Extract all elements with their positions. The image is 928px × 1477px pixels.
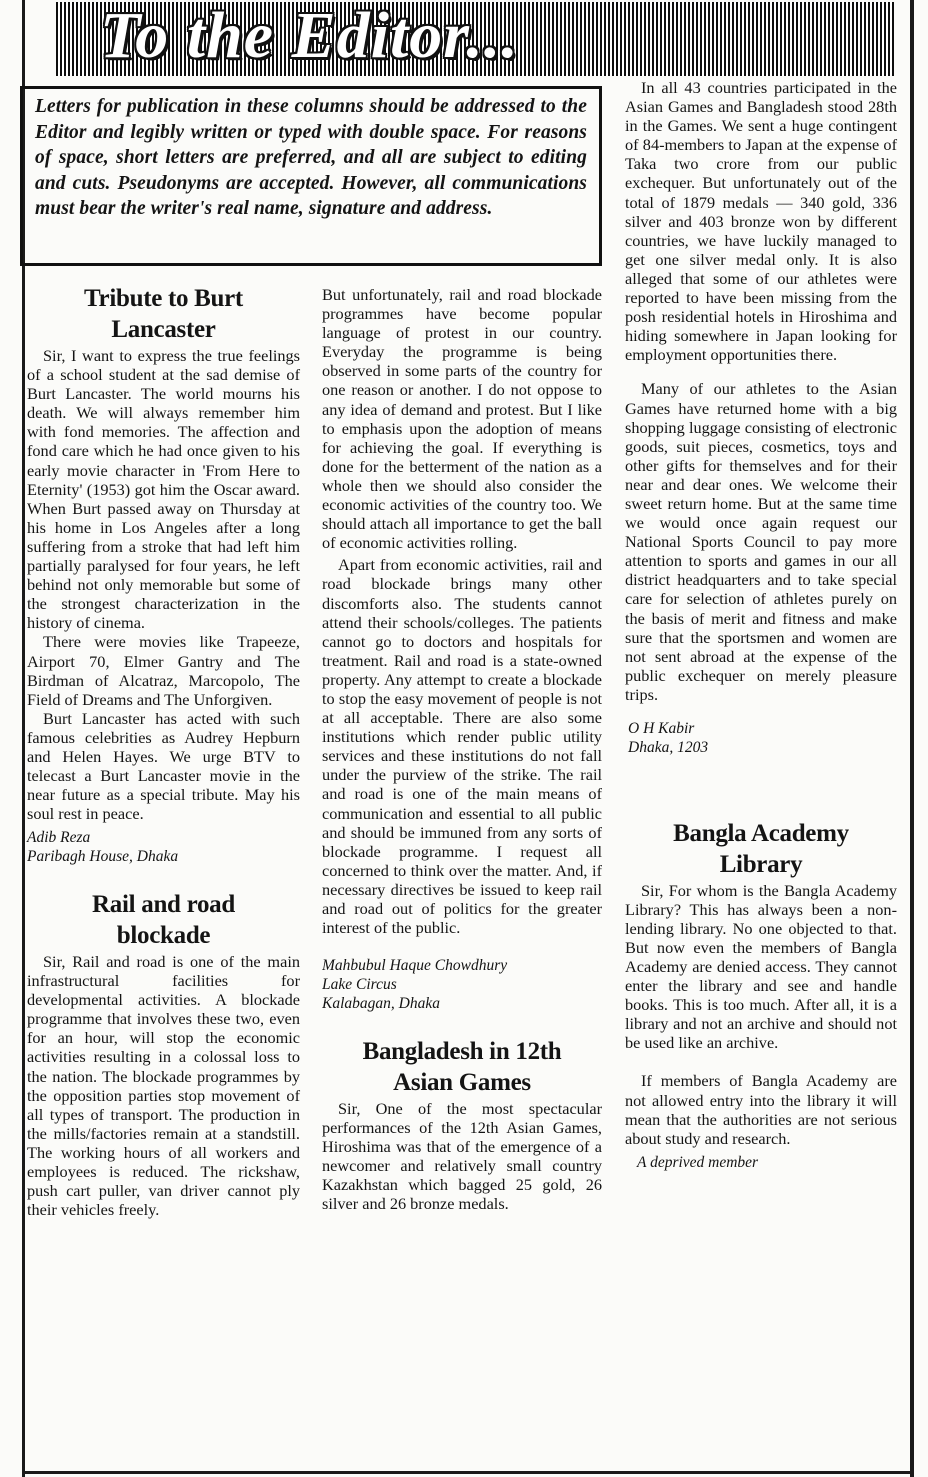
letter-headline: Bangla Academy Library	[673, 819, 849, 878]
column-2	[322, 0, 602, 1477]
letter-signature: Mahbubul Haque Chowdhury Lake Circus Kalabagan, Dhaka	[322, 957, 508, 1012]
letter-paragraph: Sir, For whom is the Bangla Academy Library? This has always been a non-lending library. No one objected to that. But now even the members of Bangla Academy are denied access. They cannot enter the library and see and handle books. This is too much. After all, it is a library and not an archive and should not be used like an archive.	[625, 880, 897, 1053]
letter-paragraph: In all 43 countries participated in the Asian Games and Bangladesh stood 28th in the Games. We sent a huge contingent of 84-members to Japan at the expense of Taka two crore from our public exchequer. But unfortunately out of the total of 1879 medals — 340 gold, 336 silver and 403 bronze won by different countries, we have luckily managed to get one silver medal only. It is also alleged that some of our athletes were reported to have been missing from the posh residential hotels in Hiroshima and hiding somewhere in Japan looking for employment opportunities there.	[625, 78, 897, 365]
letter-headline: Bangladesh in 12th Asian Games	[362, 1037, 562, 1096]
letter-rail-road	[27, 889, 300, 1219]
letter-paragraph: There were movies like Trapeeze, Airport 70, Elmer Gantry and The Birdman of Alcatraz, Marcopolo, The Field of Dreams and The Unforgiven.	[27, 632, 300, 709]
column-1	[27, 283, 300, 1219]
letter-paragraph: Many of our athletes to the Asian Games have returned home with a big shopping luggage consisting of electronic goods, suit pieces, cosmetics, toys and other gifts for themselves and for their near and dear ones. We welcome their sweet return home. But at the same time we would once again request our National Sports Council to pay more attention to sports and games in our all district headquarters and to take special care for selection of athletes purely on the basis of merit and fitness and make sure that the sportsmen and women are not sent abroad at the expense of the public exchequer on merely pleasure trips.	[625, 379, 897, 704]
letter-signature: Adib Reza Paribagh House, Dhaka	[27, 829, 179, 866]
letter-paragraph: But unfortunately, rail and road blockade programmes have become popular language of protest in our country. Everyday the programme is being observed in some parts of the country for one reason or another. I do not oppose to any idea of demand and protest. But I like to emphasis upon the adoption of means for achieving the goal. If everything is done for the betterment of the nation as a whole then we should also consider the economic activities of the country too. We should attach all importance to get the ball of economic activities rolling.	[322, 285, 602, 553]
column-3	[625, 78, 897, 1173]
letter-bangla-academy	[625, 818, 897, 1173]
letter-paragraph: Sir, One of the most spectacular performances of the 12th Asian Games, Hiroshima was that of the emergence of a newcomer and relatively small country Kazakhstan which bagged 25 gold, 26 silver and 26 bronze medals.	[322, 1098, 602, 1214]
letter-burt-lancaster	[27, 283, 300, 867]
letter-headline: Rail and road blockade	[92, 890, 235, 949]
section-title: To the Editor...	[100, 2, 519, 72]
letter-signature: A deprived member	[637, 1153, 759, 1171]
letter-paragraph: Apart from economic activities, rail and road blockade brings many other discomforts also. The students cannot attend their schools/colleges. The patients cannot go to doctors and hospitals for treatment. Rail and road is a state-owned property. Any attempt to create a blockade to stop the easy movement of people is not at all acceptable. There are also some institutions which render public utility services and these institutions do not fall under the purview of the strike. The rail and road is one of the main means of communication and essential to all public and should be immuned from any sorts of blockade programme. I request all concerned to think over the matter. And, if necessary directives be issued to keep rail and road out of politics for the greater interest of the public.	[322, 555, 602, 938]
letter-paragraph: If members of Bangla Academy are not allowed entry into the library it will mean that the authorities are not serious about study and research.	[625, 1071, 897, 1148]
letter-signature: O H Kabir Dhaka, 1203	[628, 720, 709, 756]
letter-paragraph: Sir, Rail and road is one of the main infrastructural facilities for developmental activities. A blockade programme that involves these two, even for an hour, will stop the economic activities resulting in a colossal loss to the nation. The blockade programmes by the opposition parties stop movement of all types of transport. The production in the mills/factories remain at a standstill. The working hours of all workers and employees is reduced. The rickshaw, push cart puller, van driver cannot ply their vehicles freely.	[27, 951, 300, 1220]
letter-asian-games	[322, 1036, 602, 1214]
editor-notice-text: Letters for publication in these columns should be addressed to the Editor and legibly written or typed with double space. For reasons of space, short letters are preferred, and all are subject to editing and cuts. Pseudonyms are accepted. However, all communications must bear the writer's real name, signature and address.	[35, 96, 587, 219]
letter-paragraph: Sir, I want to express the true feelings of a school student at the sad demise of Burt Lancaster. The world mourns his death. We will always remember him with fond memories. The affection and fond care which he had once given to his early movie character in 'From Here to Eternity' (1953) got him the Oscar award. When Burt passed away on Thursday at his home in Los Angeles after a long suffering from a stroke that had left him partially paralysed for four years, he left behind not only memorable but some of the strongest characterization in the history of cinema.	[27, 346, 300, 633]
letter-paragraph: Burt Lancaster has acted with such famous celebrities as Audrey Hepburn and Helen Hayes. We urge BTV to telecast a Burt Lancaster movie in the near future as a special tribute. May his soul rest in peace.	[27, 708, 300, 824]
letter-headline: Tribute to Burt Lancaster	[84, 285, 243, 343]
column-rule-right	[910, 0, 914, 1477]
